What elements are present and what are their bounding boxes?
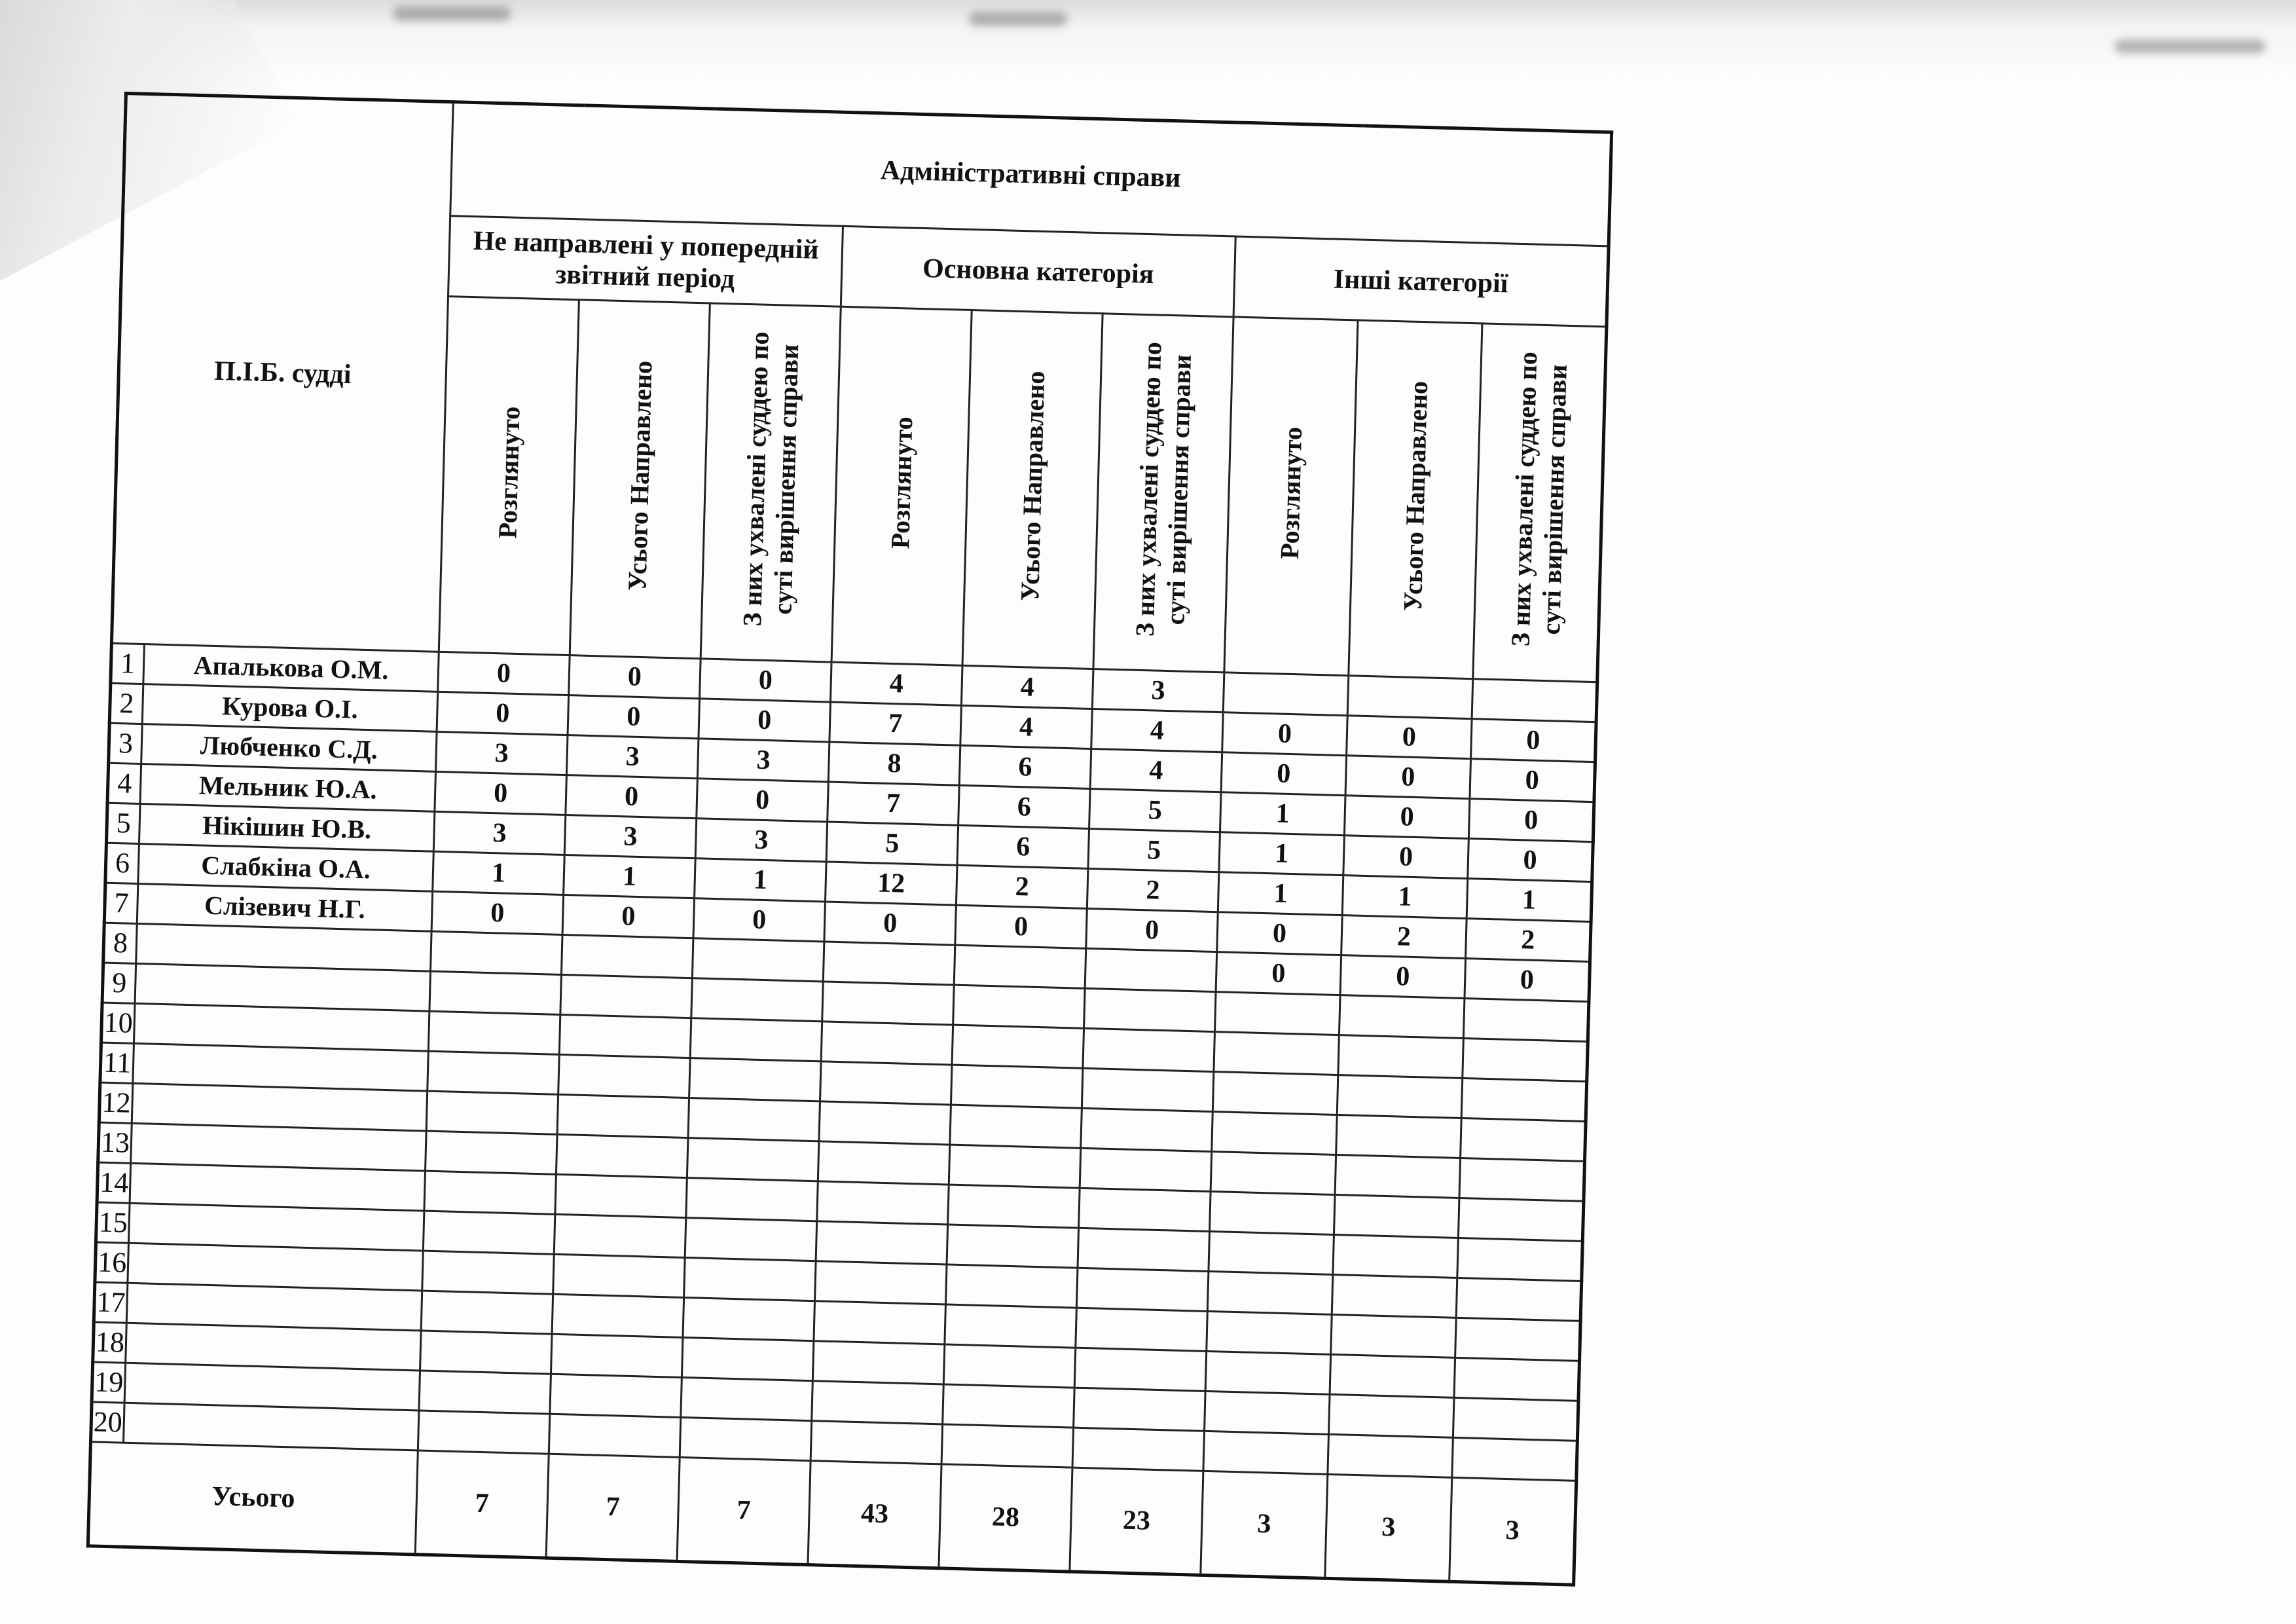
value-cell (421, 1291, 553, 1334)
judge-name: Нікішин Ю.В. (139, 804, 434, 852)
row-number: 11 (100, 1043, 134, 1083)
row-number: 17 (94, 1282, 128, 1323)
judge-name-header: П.І.Б. судді (111, 94, 453, 652)
value-cell (823, 942, 955, 985)
total-cell: 7 (546, 1454, 680, 1561)
value-cell: 1 (1342, 876, 1468, 919)
value-cell (686, 1178, 818, 1221)
value-cell (943, 1384, 1075, 1428)
judge-name: Курова О.І. (142, 684, 437, 732)
value-cell: 0 (437, 692, 569, 735)
value-cell (684, 1258, 816, 1301)
value-cell (1347, 676, 1473, 719)
value-cell: 0 (1086, 908, 1218, 951)
value-cell: 3 (433, 811, 566, 855)
value-cell (947, 1225, 1079, 1268)
value-cell (1207, 1311, 1332, 1354)
value-cell (1452, 1437, 1578, 1481)
value-cell (1328, 1434, 1453, 1477)
value-cell (1463, 1039, 1588, 1082)
value-cell: 0 (700, 659, 832, 702)
value-cell: 4 (1090, 749, 1222, 792)
column-header: Усього Направлено (1349, 320, 1482, 679)
judge-name: Слізевич Н.Г. (137, 883, 432, 931)
value-cell: 1 (1219, 832, 1345, 876)
value-cell (1333, 1234, 1459, 1278)
value-cell (814, 1301, 946, 1344)
value-cell: 2 (1087, 868, 1219, 912)
value-cell: 4 (1091, 709, 1224, 752)
table-title: Адміністративні справи (450, 102, 1612, 246)
total-cell: 23 (1070, 1467, 1203, 1575)
value-cell (1461, 1118, 1586, 1161)
value-cell (1072, 1428, 1205, 1471)
value-cell (682, 1337, 814, 1380)
value-cell (1338, 1035, 1464, 1079)
value-cell (954, 945, 1086, 988)
value-cell: 0 (697, 779, 829, 822)
value-cell: 4 (830, 662, 962, 705)
value-cell (818, 1141, 950, 1185)
value-cell: 0 (431, 891, 564, 934)
total-cell: 3 (1325, 1474, 1452, 1581)
column-header: З них ухвалені суддею по суті вирішення справи (1473, 323, 1607, 682)
row-number: 7 (104, 883, 138, 923)
value-cell: 0 (1471, 719, 1597, 762)
value-cell: 0 (824, 902, 957, 945)
value-cell (420, 1331, 553, 1374)
value-cell (557, 1094, 689, 1137)
value-cell (1079, 1188, 1211, 1231)
row-number: 16 (95, 1242, 129, 1283)
value-cell: 3 (566, 735, 699, 779)
value-cell: 1 (1467, 879, 1592, 922)
judge-name: Любченко С.Д. (141, 724, 437, 772)
value-cell (556, 1134, 688, 1177)
value-cell (948, 1185, 1080, 1228)
value-cell (1210, 1192, 1336, 1235)
value-cell (811, 1421, 943, 1464)
value-cell (685, 1218, 817, 1261)
value-cell (950, 1105, 1082, 1148)
value-cell: 12 (826, 862, 958, 905)
value-cell (821, 1022, 953, 1065)
value-cell (551, 1334, 683, 1377)
value-cell (431, 931, 563, 974)
value-cell: 0 (438, 652, 570, 695)
value-cell: 0 (566, 775, 698, 819)
value-cell: 2 (1341, 915, 1467, 959)
row-number: 14 (97, 1162, 131, 1203)
value-cell (952, 1025, 1084, 1068)
value-cell (680, 1417, 812, 1460)
value-cell: 0 (1468, 839, 1594, 882)
value-cell: 0 (1340, 955, 1466, 999)
value-cell: 6 (959, 745, 1091, 788)
value-cell: 0 (1222, 712, 1348, 756)
value-cell: 0 (1465, 959, 1590, 1002)
value-cell: 3 (564, 815, 697, 858)
value-cell: 2 (956, 865, 1088, 908)
value-cell: 0 (1468, 799, 1594, 842)
value-cell (690, 1018, 822, 1061)
value-cell: 0 (435, 771, 567, 815)
value-cell (550, 1374, 682, 1417)
judge-name: Слабкіна О.А. (138, 843, 433, 891)
row-number: 4 (107, 763, 141, 803)
row-number: 1 (111, 643, 145, 684)
value-cell (822, 982, 955, 1025)
row-number: 13 (98, 1122, 132, 1163)
value-cell (1205, 1391, 1330, 1434)
row-number: 2 (109, 683, 143, 724)
value-cell (1463, 999, 1589, 1042)
column-header: Усього Направлено (962, 310, 1102, 669)
value-cell (819, 1101, 951, 1145)
row-number: 15 (96, 1202, 130, 1243)
table-header (111, 94, 1611, 682)
row-number: 3 (109, 723, 143, 764)
value-cell: 4 (961, 665, 1093, 709)
value-cell: 5 (1088, 828, 1220, 872)
value-cell (1083, 1028, 1215, 1071)
row-number: 6 (105, 843, 139, 883)
value-cell (816, 1221, 948, 1264)
value-cell (552, 1294, 684, 1337)
value-cell (1207, 1271, 1333, 1314)
row-number: 10 (101, 1003, 135, 1043)
value-cell (692, 938, 824, 982)
value-cell (428, 1051, 560, 1094)
value-cell (1457, 1238, 1583, 1281)
value-cell (426, 1091, 558, 1134)
value-cell (419, 1371, 551, 1414)
value-cell (1074, 1348, 1207, 1391)
value-cell (560, 974, 693, 1018)
value-cell: 3 (1092, 669, 1224, 712)
value-cell (945, 1264, 1078, 1308)
value-cell: 6 (957, 825, 1089, 868)
value-cell (428, 1011, 560, 1054)
value-cell: 0 (562, 895, 695, 938)
row-number: 8 (103, 923, 137, 963)
value-cell (1084, 988, 1216, 1031)
value-cell (553, 1254, 685, 1297)
value-cell (1455, 1318, 1581, 1361)
judge-name: Мельник Ю.А. (140, 764, 435, 812)
value-cell (1209, 1231, 1334, 1274)
value-cell: 2 (1466, 919, 1592, 962)
value-cell (1472, 679, 1597, 722)
value-cell (1336, 1115, 1462, 1158)
group-header-not-sent: Не направлені у попередній звітний період (448, 216, 843, 307)
value-cell: 0 (699, 699, 831, 742)
scan-shadow-top (0, 0, 2296, 79)
row-number: 19 (92, 1362, 126, 1403)
column-header: Розглянуто (1224, 317, 1358, 676)
value-cell (1456, 1278, 1582, 1321)
value-cell (1203, 1431, 1329, 1474)
value-cell (1212, 1072, 1338, 1115)
value-cell: 7 (828, 782, 960, 825)
value-cell (1212, 1112, 1338, 1155)
value-cell (558, 1054, 691, 1098)
total-label: Усього (88, 1442, 418, 1555)
value-cell: 4 (960, 705, 1093, 748)
value-cell: 1 (1220, 792, 1345, 836)
value-cell: 0 (955, 905, 1087, 948)
value-cell (1078, 1228, 1210, 1271)
value-cell (817, 1181, 949, 1225)
value-cell (1081, 1108, 1213, 1151)
value-cell (688, 1098, 820, 1141)
value-cell (689, 1058, 822, 1101)
statistics-table (86, 92, 1614, 1587)
value-cell (1076, 1268, 1209, 1311)
value-cell (418, 1411, 550, 1454)
value-cell (949, 1145, 1081, 1188)
value-cell: 1 (1218, 872, 1343, 915)
value-cell (429, 971, 562, 1014)
row-number: 5 (106, 803, 140, 843)
value-cell (945, 1304, 1077, 1348)
total-cell: 43 (808, 1461, 941, 1568)
value-cell (554, 1214, 686, 1257)
value-cell: 6 (958, 785, 1091, 828)
total-cell: 3 (1201, 1471, 1328, 1578)
value-cell: 5 (826, 822, 958, 865)
value-cell (559, 1014, 691, 1058)
column-header: Розглянуто (831, 306, 972, 665)
value-cell (561, 934, 693, 978)
value-cell: 0 (1344, 796, 1470, 839)
value-cell (812, 1381, 944, 1424)
value-cell: 0 (1345, 756, 1471, 799)
total-cell: 7 (415, 1450, 549, 1558)
value-cell (1205, 1351, 1331, 1394)
value-cell (1454, 1357, 1580, 1401)
value-cell (691, 978, 824, 1022)
total-cell: 7 (677, 1457, 811, 1564)
value-cell: 0 (569, 655, 701, 699)
value-cell (1339, 995, 1465, 1039)
value-cell: 0 (693, 898, 826, 942)
row-number: 12 (99, 1082, 133, 1123)
row-number: 20 (91, 1402, 125, 1443)
column-header: Розглянуто (439, 297, 579, 655)
scan-smudge (969, 12, 1067, 26)
value-cell: 5 (1089, 788, 1222, 832)
value-cell (1337, 1075, 1463, 1118)
value-cell: 1 (433, 851, 565, 895)
value-cell (1335, 1155, 1461, 1198)
value-cell: 0 (1216, 952, 1341, 995)
total-cell: 3 (1449, 1477, 1576, 1585)
value-cell: 1 (695, 858, 827, 902)
value-cell (1461, 1079, 1587, 1122)
value-cell (1085, 948, 1217, 991)
value-cell (1223, 673, 1349, 716)
value-cell (1453, 1397, 1578, 1441)
value-cell: 8 (828, 742, 960, 785)
value-cell (1080, 1148, 1212, 1191)
value-cell (422, 1251, 555, 1294)
value-cell (549, 1414, 681, 1457)
table-body (91, 643, 1597, 1481)
value-cell (1082, 1068, 1214, 1111)
value-cell (1332, 1274, 1457, 1318)
value-cell (423, 1211, 555, 1254)
value-cell (1330, 1354, 1455, 1397)
column-header: З них ухвалені суддею по суті вирішення справи (701, 303, 841, 662)
group-header-main-category: Основна категорія (841, 226, 1235, 317)
column-header: З них ухвалені суддею по суті вирішення справи (1093, 314, 1233, 673)
value-cell (820, 1061, 953, 1105)
value-cell: 7 (829, 702, 962, 745)
value-cell (687, 1138, 819, 1181)
value-cell (1215, 992, 1341, 1035)
group-header-other-categories: Інші категорії (1233, 236, 1609, 327)
row-number: 9 (102, 963, 136, 1003)
value-cell: 3 (695, 819, 828, 862)
value-cell: 0 (1221, 752, 1347, 796)
value-cell (1211, 1152, 1336, 1195)
scan-smudge (2115, 39, 2265, 54)
column-header: Усього Направлено (570, 300, 710, 659)
value-cell: 0 (1217, 912, 1343, 955)
value-cell (815, 1261, 947, 1304)
value-cell (1328, 1394, 1454, 1437)
value-cell: 0 (1347, 716, 1472, 759)
value-cell (953, 985, 1085, 1028)
value-cell (951, 1065, 1083, 1108)
value-cell (683, 1298, 815, 1341)
value-cell (1334, 1194, 1459, 1238)
value-cell (681, 1377, 813, 1420)
row-number: 18 (93, 1322, 127, 1363)
value-cell (426, 1131, 558, 1174)
value-cell: 1 (564, 855, 696, 898)
total-cell: 28 (939, 1464, 1072, 1572)
value-cell: 3 (697, 739, 829, 782)
value-cell: 0 (1470, 759, 1595, 802)
value-cell: 0 (568, 695, 700, 739)
value-cell: 3 (435, 731, 568, 775)
value-cell (1214, 1032, 1339, 1075)
value-cell (1459, 1158, 1585, 1201)
value-cell (555, 1174, 687, 1217)
value-cell (812, 1341, 945, 1384)
value-cell (424, 1171, 556, 1214)
value-cell (1331, 1314, 1457, 1357)
value-cell (1458, 1198, 1584, 1241)
value-cell (1076, 1308, 1208, 1351)
scan-smudge (393, 7, 511, 21)
judge-name: Апалькова О.М. (143, 644, 439, 692)
value-cell: 0 (1343, 836, 1469, 879)
value-cell (941, 1424, 1074, 1467)
value-cell (943, 1344, 1076, 1388)
document-sheet (88, 92, 1611, 1546)
value-cell (1074, 1388, 1206, 1431)
